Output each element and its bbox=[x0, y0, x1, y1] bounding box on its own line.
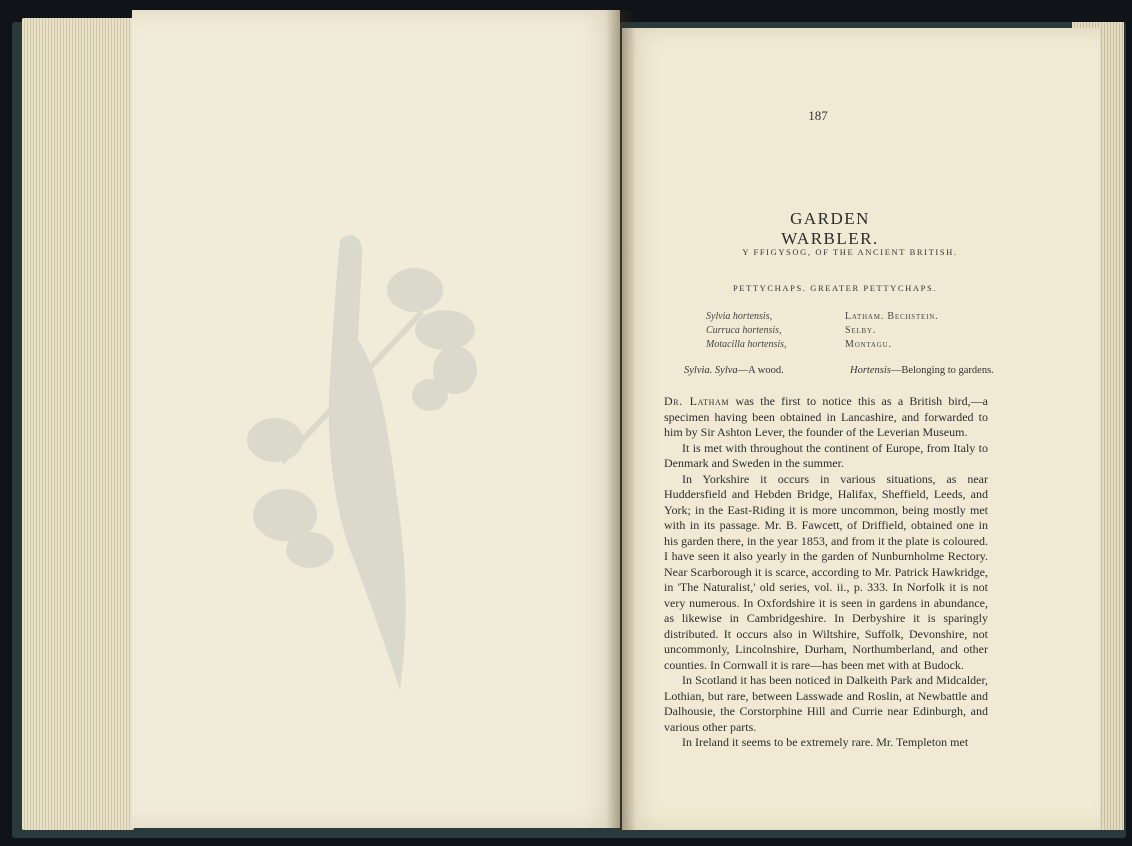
paragraph: In Ireland it seems to be extremely rare. Mr. Templeton met bbox=[682, 735, 969, 749]
synonym-authors bbox=[845, 310, 938, 352]
synonym-author: Selby. bbox=[845, 325, 877, 336]
synonym-names bbox=[706, 310, 787, 352]
etymology-species bbox=[850, 365, 994, 376]
synonym-name: Sylvia hortensis, bbox=[706, 311, 773, 322]
page-edges-left bbox=[22, 18, 134, 830]
synonym-author: Montagu. bbox=[845, 339, 892, 350]
common-names: PETTYCHAPS. GREATER PETTYCHAPS. bbox=[732, 283, 938, 293]
body-text bbox=[664, 394, 988, 751]
book-gutter bbox=[606, 10, 636, 830]
etymology-meaning: —A wood. bbox=[737, 365, 784, 376]
plate-bleed-through-illustration bbox=[240, 220, 510, 700]
page-number: 187 bbox=[808, 108, 828, 123]
synonym-name: Motacilla hortensis, bbox=[706, 339, 787, 350]
etymology-term: Sylvia. Sylva bbox=[684, 365, 738, 376]
paragraph-lead: Dr. Latham bbox=[664, 394, 730, 408]
paragraph: In Yorkshire it occurs in various situations, as near Huddersfield and Hebden Bridge, Halifax, Sheffield, Leeds, and York; in the East-Riding it is more uncommon, being mostly met with in its passage. Mr. B. Fawcett, of Driffield, obtained one in his garden there, in the year 1853, and from it the plate is coloured. I have seen it also yearly in the garden of Nunburnholme Rectory. Near Scarborough it is scarce, according to Mr. Patrick Hawkridge, in 'The Naturalist,' old series, vol. ii., p. 333. In Norfolk it is not very numerous. In Oxfordshire it is seen in gardens in abundance, as likewise in Cambridgeshire. In Derbyshire it is sparingly distributed. It occurs also in Wiltshire, Suffolk, Devonshire, not uncommonly, Lincolnshire, Durham, Northumberland, and other counties. In Cornwall it is rare—has been met with at Budock. bbox=[664, 471, 988, 672]
paragraph: In Scotland it has been noticed in Dalkeith Park and Midcalder, Lothian, but rare, between Lasswade and Roslin, at Newbattle and Dalhousie, the Corstorphine Hill and Currie near Edinburgh, and various other parts. bbox=[664, 673, 988, 734]
synonym-name: Curruca hortensis, bbox=[706, 325, 782, 336]
paragraph: Dr. Latham was the first to notice this as a British bird,—a specimen having been obtained in Lancashire, and forwarded to him by Sir Ashton Lever, the founder of the Leverian Museum. bbox=[664, 394, 988, 439]
etymology-meaning: —Belonging to gardens. bbox=[890, 365, 994, 376]
synonym-author: Latham. Bechstein. bbox=[845, 311, 939, 322]
page-title: GARDEN WARBLER. bbox=[781, 209, 879, 248]
paragraph: It is met with throughout the continent of Europe, from Italy to Denmark and Sweden in the summer. bbox=[664, 440, 988, 470]
etymology-term: Hortensis bbox=[850, 365, 891, 376]
welsh-name: Y FFIGYSOG, OF THE ANCIENT BRITISH. bbox=[742, 247, 958, 257]
etymology-genus bbox=[684, 365, 784, 376]
